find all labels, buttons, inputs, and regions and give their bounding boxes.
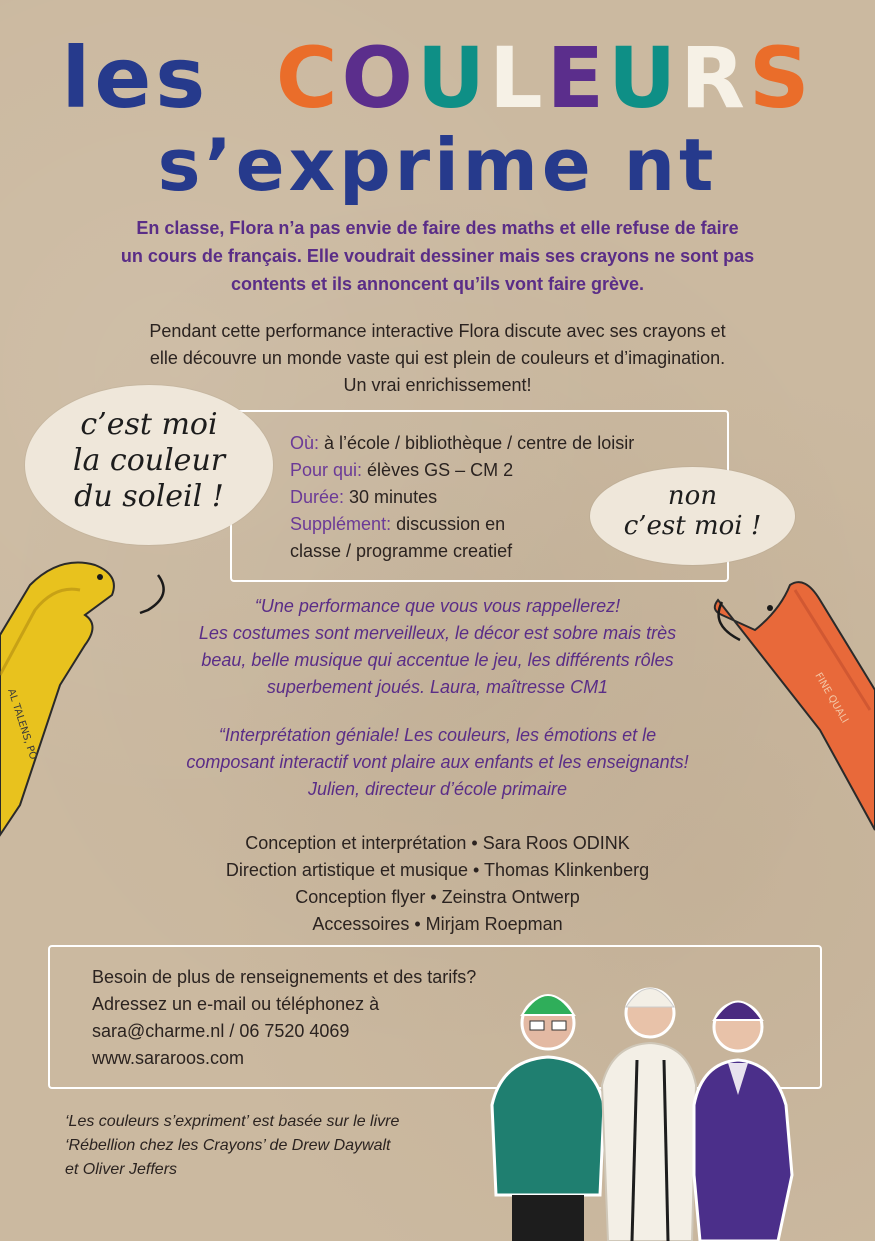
speech-bubble-right: [590, 467, 795, 565]
quote-line: “Une performance que vous vous rappellerez!: [254, 596, 621, 616]
testimonial-2: [110, 722, 765, 803]
title-line-2: s’exprime nt: [157, 123, 718, 207]
info-duration-value: 30 minutes: [344, 487, 438, 507]
title-word-les: les: [61, 29, 210, 127]
intro-line: contents et ils annoncent qu’ils vont faire grève.: [230, 274, 645, 294]
contact-email-phone[interactable]: sara@charme.nl / 06 7520 4069: [92, 1021, 350, 1041]
contact-website[interactable]: www.sararoos.com: [92, 1048, 245, 1068]
title-letter-u: U: [416, 29, 490, 127]
footnote-line: ‘Les couleurs s’expriment’ est basée sur le livre: [65, 1113, 400, 1130]
title-letter-l: L: [489, 29, 547, 127]
performer-purple: [694, 1002, 792, 1241]
bubble-left-line: du soleil !: [74, 479, 224, 514]
quote-line: composant interactif vont plaire aux enfants et les enseignants!: [186, 752, 689, 772]
title-line-1: [0, 28, 875, 128]
description-line: elle découvre un monde vaste qui est plein de couleurs et d’imagination.: [149, 348, 726, 368]
bubble-right-line: c’est moi !: [623, 511, 762, 541]
intro-line: En classe, Flora n’a pas envie de faire des maths et elle refuse de faire: [136, 218, 739, 238]
footnote-line: et Oliver Jeffers: [65, 1161, 178, 1178]
book-footnote: [65, 1110, 485, 1182]
description-line: Un vrai enrichissement!: [343, 375, 532, 395]
quote-line: beau, belle musique qui accentue le jeu, les différents rôles: [201, 650, 674, 670]
yellow-crayon-label: AL TALENS, PO: [5, 687, 39, 762]
info-who-value: élèves GS – CM 2: [362, 460, 514, 480]
title-letter-r: R: [680, 29, 749, 127]
title-letter-e: E: [546, 29, 609, 127]
title-letter-u2: U: [608, 29, 681, 127]
quote-line: Julien, directeur d’école primaire: [307, 779, 568, 799]
orange-crayon-label: FINE QUALI: [812, 671, 851, 726]
info-supplement-value: discussion en: [391, 514, 506, 534]
performer-white: [602, 989, 696, 1241]
quote-line: “Interprétation géniale! Les couleurs, les émotions et le: [218, 725, 657, 745]
info-supplement-label: Supplément:: [290, 514, 392, 534]
info-where-label: Où:: [290, 433, 320, 453]
contact-line: Besoin de plus de renseignements et des tarifs?: [92, 967, 477, 987]
bubble-left-line: c’est moi: [80, 407, 218, 442]
contact-line: Adressez un e-mail ou téléphonez à: [92, 994, 380, 1014]
speech-bubble-left: [25, 385, 273, 545]
credits: [100, 830, 775, 938]
title-letter-c: C: [275, 29, 342, 127]
credit-line: Direction artistique et musique • Thomas Klinkenberg: [225, 860, 650, 880]
title-letter-s: S: [748, 29, 814, 127]
performer-green: [492, 995, 604, 1241]
info-where-value: à l’école / bibliothèque / centre de loisir: [319, 433, 635, 453]
info-who-label: Pour qui:: [290, 460, 363, 480]
info-supplement-2: classe / programme creatief: [290, 541, 513, 561]
title-letter-o: O: [341, 29, 417, 127]
credit-line: Conception et interprétation • Sara Roos ODINK: [245, 833, 630, 853]
quote-line: Les costumes sont merveilleux, le décor est sobre mais très: [198, 623, 677, 643]
description-line: Pendant cette performance interactive Flora discute avec ses crayons et: [149, 321, 726, 341]
footnote-line: ‘Rébellion chez les Crayons’ de Drew Daywalt: [65, 1137, 391, 1154]
testimonial-1: [110, 593, 765, 701]
info-where: [290, 430, 720, 457]
quote-line: superbement joués. Laura, maîtresse CM1: [266, 677, 609, 697]
info-duration-label: Durée:: [290, 487, 345, 507]
credit-line: Conception flyer • Zeinstra Ontwerp: [295, 887, 580, 907]
intro-paragraph: [70, 214, 805, 298]
bubble-right-line: non: [667, 481, 718, 511]
intro-line: un cours de français. Elle voudrait dessiner mais ses crayons ne sont pas: [120, 246, 755, 266]
contact-info: [92, 964, 522, 1072]
performers-photo: [482, 965, 812, 1241]
bubble-left-line: la couleur: [72, 443, 226, 478]
credit-line: Accessoires • Mirjam Roepman: [312, 914, 563, 934]
